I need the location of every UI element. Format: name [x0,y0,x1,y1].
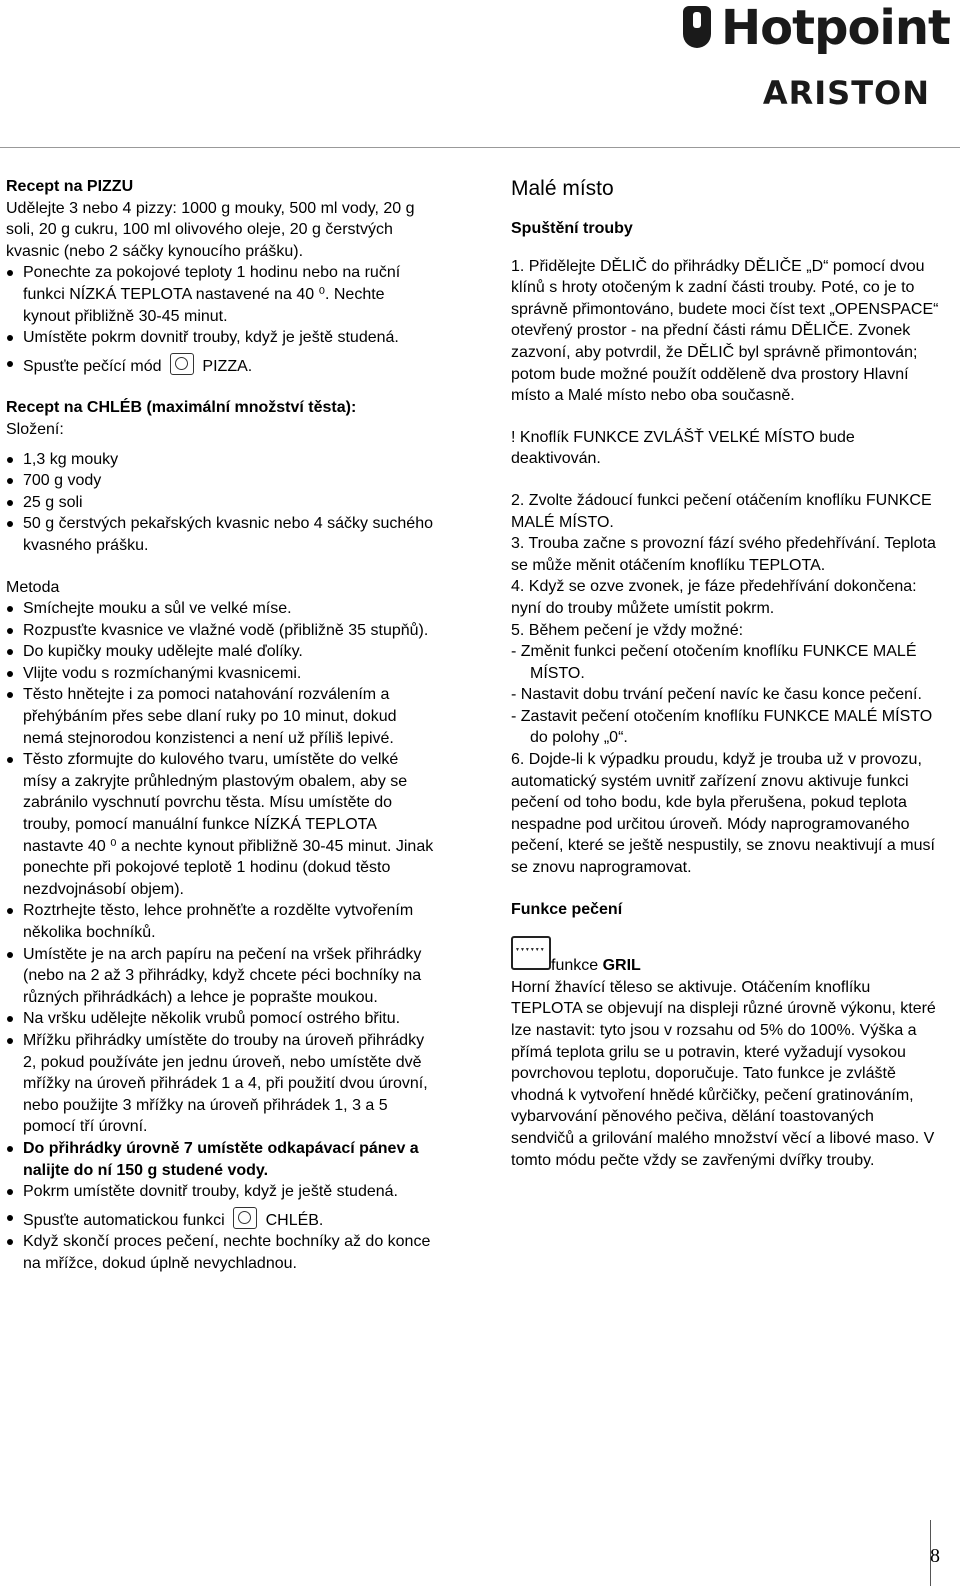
list-item: Na vršku udělejte několik vrubů pomocí ostrého břitu. [6,1008,436,1030]
list-item: 25 g soli [6,492,436,514]
step-5-option: - Nastavit dobu trvání pečení navíc ke času konce pečení. [511,686,922,704]
left-column [6,176,436,1275]
list-item: Rozpusťte kvasnice ve vlažné vodě (přibližně 35 stupňů). [6,620,436,642]
hotpoint-mark-icon [683,6,711,48]
step-6: 6. Dojde-li k výpadku proudu, když je trouba už v provozu, automatický systém uvnitř zařízení znovu aktivuje funkci pečení od toho bodu, kde byla přerušena, pokud teplota nespadne pod určitou úroveň. Módy naprogramovaného pečení, které se ještě nespustily, se znovu neaktivují a musí se znovu naprogramovat. [511,751,935,877]
pizza-title: Recept na PIZZU [6,178,134,195]
ingredients-label: Složení: [6,420,64,438]
functions-title: Funkce pečení [511,900,623,918]
list-item: 1,3 kg mouky [6,449,436,471]
step-5: 5. Během pečení je vždy možné: [511,621,744,639]
step-5-option: - Zastavit pečení otočením knoflíku FUNKCE MALÉ MÍSTO do polohy „0“. [511,707,933,747]
list-item: Smíchejte mouku a sůl ve velké míse. [6,598,436,620]
page-number: 8 [930,1545,940,1567]
list-item: Vlijte vodu s rozmíchanými kvasnicemi. [6,663,436,685]
ingredients-list [6,449,436,557]
list-item: Umístěte pokrm dovnitř trouby, když je ještě studená. [6,327,436,349]
brand-top: Hotpoint [721,0,950,56]
step-3: 3. Trouba začne s provozní fází svého předehřívání. Teplota se může měnit otáčením knoflíku TEPLOTA. [511,535,936,574]
method-list [6,598,436,1274]
section-subtitle: Spuštění trouby [511,220,633,237]
header-divider [0,147,960,148]
list-item: Když skončí proces pečení, nechte bochníky až do konce na mřížce, dokud úplně nevychladnou. [6,1231,436,1274]
list-item: Do přihrádky úrovně 7 umístěte odkapávací pánev a nalijte do ní 150 g studené vody. [6,1138,436,1181]
list-item: Mřížku přihrádky umístěte do trouby na úroveň přihrádky 2, pokud používáte jen jednu úroveň, nebo umístěte dvě mřížky na úroveň přihrádek 1 a 4, při použití dvou úrovní, nebo použijte 3 mřížky na úroveň přihrádek 1, 3 a 5 pomocí tří úrovní. [6,1030,436,1138]
list-item: Těsto hnětejte i za pomoci natahování rozválením a přehýbáním přes sebe dlaní ruky po 10 minut, dokud nemá stejnorodou konzistenci a není už příliš lepivé. [6,684,436,749]
step-2: 2. Zvolte žádoucí funkci pečení otáčením knoflíku FUNKCE MALÉ MÍSTO. [511,491,932,531]
list-item: Do kupičky mouky udělejte malé ďolíky. [6,641,436,663]
warning-note: ! Knoflík FUNKCE ZVLÁŠŤ VELKÉ MÍSTO bude deaktivován. [511,428,855,468]
right-column [511,176,941,1171]
pizza-steps [6,262,436,377]
grill-icon [511,936,551,970]
list-item: 50 g čerstvých pekařských kvasnic nebo 4 sáčky suchého kvasného prášku. [6,513,436,556]
list-item: Umístěte je na arch papíru na pečení na vršek přihrádky (nebo na 2 až 3 přihrádky, když chcete péci bochníky na různých přihrádkách) a lehce je poprašte moukou. [6,944,436,1009]
brand-bottom: ARISTON [762,74,930,112]
list-item: Těsto zformujte do kulového tvaru, umístěte do velké mísy a zakryjte průhledným plastovým obalem, aby se zabránilo vyschnutí povrchu těsta. Mísu umístěte do trouby, pomocí manuální funkce NÍZKÁ TEPLOTA nastavte 40 ⁰ a nechte kynout přibližně 30-45 minut. Jinak ponechte při pokojové teplotě 1 hodinu (dokud těsto nezdvojnásobí objem). [6,749,436,900]
list-item: Ponechte za pokojové teploty 1 hodinu nebo na ruční funkci NÍZKÁ TEPLOTA nastavené na 40 ⁰. Nechte kynout přibližně 30-45 minut. [6,262,436,327]
pizza-mode-icon [170,353,194,375]
brand-logo [670,0,950,112]
step-5-option: - Změnit funkci pečení otočením knoflíku FUNKCE MALÉ MÍSTO. [511,643,917,682]
step-4: 4. Když se ozve zvonek, je fáze předehřívání dokončena: nyní do trouby můžete umístit pokrm. [511,578,917,617]
list-item: Spusťte pečící mód PIZZA. [6,353,436,378]
method-label: Metoda [6,578,60,596]
bread-mode-icon [233,1207,257,1229]
grill-description: Horní žhavící těleso se aktivuje. Otáčením knoflíku TEPLOTA se objevují na displeji různé úrovně výkonu, které lze nastavit: tyto jsou v rozsahu od 5% do 100%. Výška a přímá teplota grilu se u potravin, které vyžadují vysokou povrchovou teplotu, doporučuje. Tato funkce je zvláště vhodná k vytvoření hnědé kůrčičky, pečení gratinováním, vybarvování pěnového pečiva, dělání toastovaných sendvičů a grilování malého množství věcí a libové maso. V tomto módu pečte vždy se zavřenými dvířky trouby. [511,978,936,1169]
bread-title: Recept na CHLÉB (maximální množství těsta): [6,399,357,417]
list-item: Spusťte automatickou funkci CHLÉB. [6,1207,436,1232]
pizza-intro: Udělejte 3 nebo 4 pizzy: 1000 g mouky, 500 ml vody, 20 g soli, 20 g cukru, 100 ml olivového oleje, 20 g čerstvých kvasnic (nebo 2 sáčky kynoucího prášku). [6,199,415,260]
step-1: 1. Přidělejte DĚLIČ do přihrádky DĚLIČE „D“ pomocí dvou klínů s hroty otočeným k zadní části trouby. Poté, co je to správně přimontováno, budete moci číst text „OPENSPACE“ otevřený prostor - na přední části rámu DĚLIČE. Zvonek zazvoní, aby potvrdil, že DĚLIČ byl správně přimontován; potom bude možné použít odděleně dva prostory Hlavní místo a Malé místo nebo oba současně. [511,257,939,405]
section-title: Malé místo [511,177,614,200]
list-item: Pokrm umístěte dovnitř trouby, když je ještě studená. [6,1181,436,1203]
list-item: Roztrhejte těsto, lehce prohněťte a rozdělte vytvořením několika bochníků. [6,900,436,943]
grill-heading: ▼▼▼▼▼▼funkce GRIL [511,936,941,977]
list-item: 700 g vody [6,470,436,492]
